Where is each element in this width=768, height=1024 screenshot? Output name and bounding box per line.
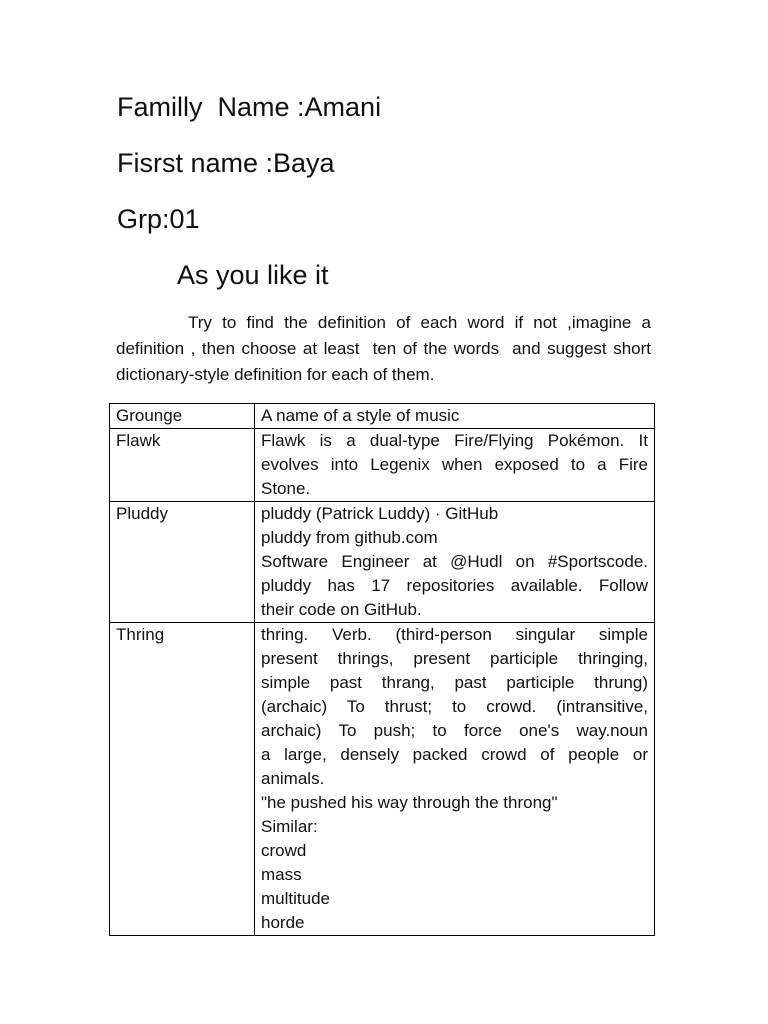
definition-line: archaic) To push; to force one's way.noun — [261, 721, 648, 740]
definition-line: crowd — [261, 841, 307, 860]
word-table-body — [110, 404, 655, 936]
definition-line: Software Engineer at @Hudl on #Sportscode. — [261, 552, 648, 571]
definition-line: evolves into Legenix when exposed to a Fire — [261, 455, 648, 474]
definition-line: a large, densely packed crowd of people or — [261, 745, 648, 764]
word-cell: Flawk — [110, 429, 255, 502]
word-cell: Grounge — [110, 404, 255, 429]
word-cell: Thring — [110, 623, 255, 936]
table-row — [110, 429, 655, 502]
group-value: 01 — [169, 204, 200, 234]
definition-line: multitude — [261, 889, 330, 908]
definition-line: mass — [261, 865, 302, 884]
table-row — [110, 623, 655, 936]
definition-line: animals. — [261, 769, 325, 788]
definition-line: pluddy has 17 repositories available. Follow — [261, 576, 648, 595]
definition-line: horde — [261, 913, 305, 932]
first-name-value: Baya — [273, 148, 335, 178]
family-name-label: Familly Name : — [117, 92, 305, 122]
definition-line: "he pushed his way through the throng" — [261, 793, 558, 812]
definition-cell — [255, 404, 655, 429]
definition-line: thring. Verb. (third-person singular simple — [261, 625, 648, 644]
definition-line: Stone. — [261, 479, 311, 498]
family-name-line — [117, 91, 381, 123]
definition-line: pluddy (Patrick Luddy) · GitHub — [261, 504, 499, 523]
definition-line: Similar: — [261, 817, 318, 836]
first-name-label: Fisrst name : — [117, 148, 274, 178]
definition-line: Flawk is a dual-type Fire/Flying Pokémon. It — [261, 431, 648, 450]
instructions-paragraph: Try to find the definition of each word if not ,imagine a definition , then choose at least ten of the words and suggest short dictionary-style definition for each of them. — [116, 313, 656, 384]
definition-cell — [255, 623, 655, 936]
table-row — [110, 502, 655, 623]
definition-line: present thrings, present participle thringing, — [261, 649, 648, 668]
word-cell: Pluddy — [110, 502, 255, 623]
group-label: Grp: — [117, 204, 170, 234]
first-name-line — [117, 147, 335, 179]
family-name-value: Amani — [304, 92, 382, 122]
group-line — [117, 203, 200, 235]
definition-cell — [255, 502, 655, 623]
definition-line: (archaic) To thrust; to crowd. (intransitive, — [261, 697, 648, 716]
table-row — [110, 404, 655, 429]
definition-cell — [255, 429, 655, 502]
definition-line: pluddy from github.com — [261, 528, 438, 547]
definition-line: their code on GitHub. — [261, 600, 422, 619]
definition-line: A name of a style of music — [261, 406, 460, 425]
document-title: As you like it — [177, 260, 329, 290]
definition-line: simple past thrang, past participle thrung) — [261, 673, 648, 692]
word-definition-table — [109, 403, 655, 936]
